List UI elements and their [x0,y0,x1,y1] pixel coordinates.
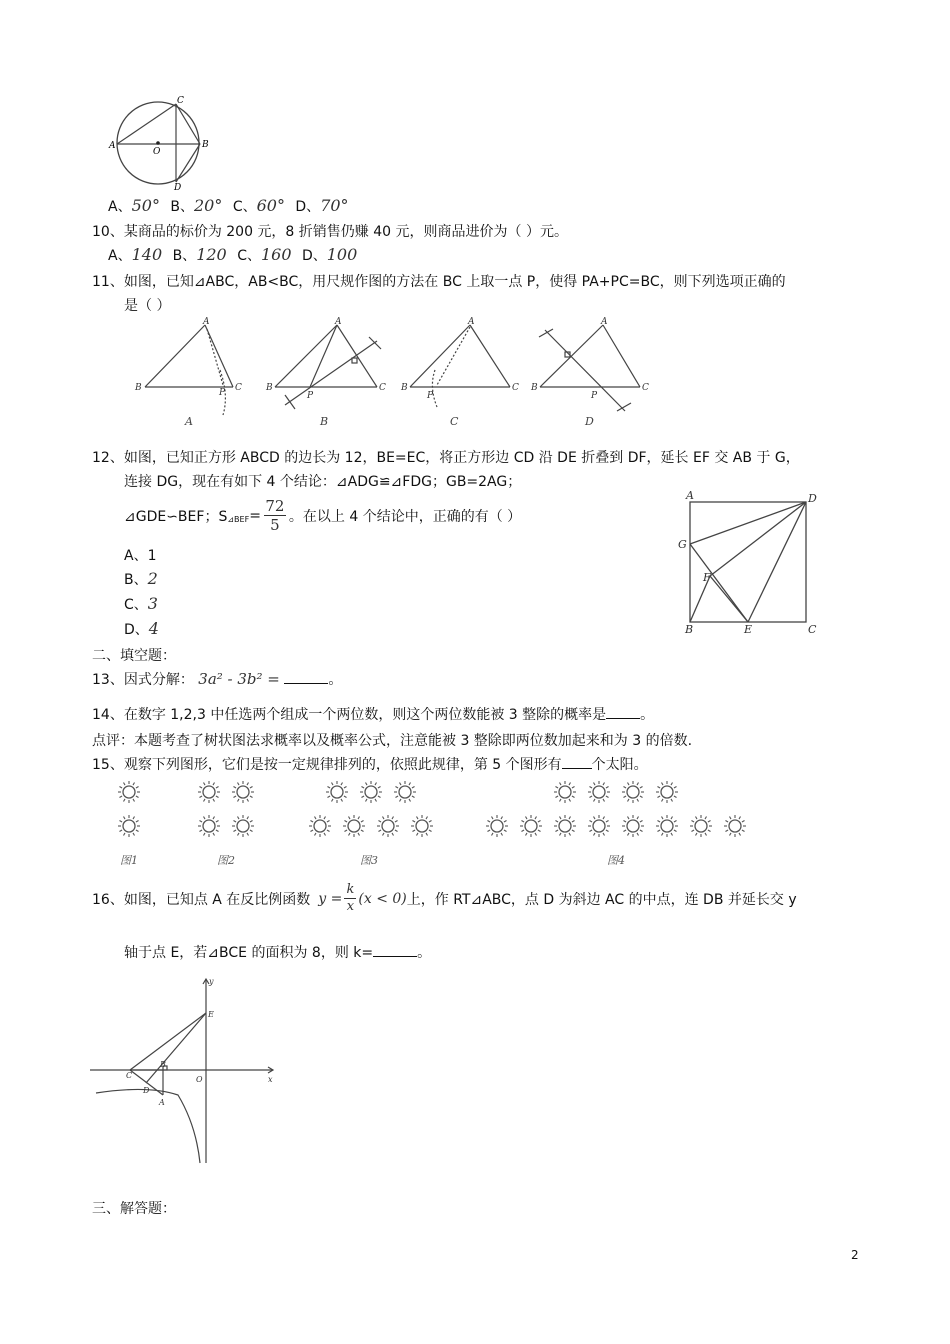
q12-option-d: D、4 [124,619,159,638]
q12-option-b: B、2 [124,569,158,588]
q12-subscript: ⊿BEF [227,515,250,524]
q11-a-label-c: C [235,383,242,393]
q13-expression: 3a² - 3b² = [198,670,280,688]
q11-d-label-c: C [642,383,649,393]
sun-icon [309,815,331,837]
q11-figures [125,315,655,430]
q12-question-line2: 连接 DG，现在有如下 4 个结论：⊿ADG≌⊿FDG；GB=2AG； [124,474,522,490]
q11-b-label-b: B [266,383,273,393]
sun-icon [394,781,416,803]
q16-prefix: 16、如图，已知点 A 在反比例函数 [92,891,311,908]
sun-icon [343,815,365,837]
q9-option-d-letter: D、 [295,199,321,215]
q16-label-y: y [209,977,214,986]
q10-option-b-letter: B、 [172,248,197,264]
q10-option-a-letter: A、 [108,248,132,264]
q11-d-label-b: B [531,383,538,393]
sun-icon [486,815,508,837]
q16-coordinate-figure [88,975,283,1165]
q11-question-line1: 11、如图，已知⊿ABC，AB<BC，用尺规作图的方法在 BC 上取一点 P，使得 PA+PC=BC，则下列选项正确的 [92,274,786,290]
sun-icon [554,781,576,803]
q10-option-c-value: 160 [260,245,292,264]
q11-caption-b: B [320,415,329,428]
q9-label-b: B [202,140,209,150]
q13-answer-blank[interactable] [284,669,328,684]
q15-caption-1: 图1 [120,854,138,867]
q13-suffix: 。 [328,672,343,688]
q14-question [92,704,654,724]
q16-func-denominator: x [346,899,355,914]
q12-label-b: B [685,623,694,636]
q12-question-line3 [124,497,521,534]
q9-option-b-letter: B、 [170,199,194,215]
q16-label-c: C [126,1071,133,1080]
q11-b-label-c: C [379,383,386,393]
q16-question-line2 [124,942,431,962]
q10-options [108,245,357,265]
q11-a-label-a: A [203,317,210,327]
q16-question-line1 [92,882,797,915]
sun-icon [198,781,220,803]
sun-icon [656,781,678,803]
sun-icon [622,781,644,803]
q12-label-e: E [744,623,753,636]
q12-label-c: C [808,623,817,636]
q10-option-d-value: 100 [326,245,358,264]
q12-option-a: A、1 [124,548,157,564]
q9-label-o: O [153,147,161,157]
q12-line3-end: 。在以上 4 个结论中，正确的有（ ） [288,508,522,525]
q11-a-label-b: B [135,383,142,393]
q16-mid: 上，作 RT⊿ABC，点 D 为斜边 AC 的中点，连 DB 并延长交 y [406,891,797,908]
q15-answer-blank[interactable] [562,754,592,769]
q14-text: 14、在数字 1,2,3 中任选两个组成一个两位数，则这个两位数能被 3 整除的概率是 [92,707,607,723]
q16-func-fraction [344,882,356,915]
q9-option-b-value: 20° [194,196,223,215]
q10-option-c-letter: C、 [237,248,261,264]
sun-icon [690,815,712,837]
q11-d-label-p: P [591,391,598,401]
sun-icon [656,815,678,837]
sun-icon [622,815,644,837]
q16-func-condition: (x < 0) [358,890,407,907]
sun-icon [118,781,140,803]
sun-icon [411,815,433,837]
q12-fraction-numerator: 72 [265,497,285,515]
section-2-heading: 二、填空题： [92,648,176,664]
q10-option-d-letter: D、 [301,248,327,264]
section-3-heading: 三、解答题： [92,1201,176,1217]
q15-text: 15、观察下列图形，它们是按一定规律排列的，依照此规律，第 5 个图形有 [92,757,562,773]
q11-caption-a: A [185,415,193,428]
q16-line2-text: 轴于点 E，若⊿BCE 的面积为 8，则 k= [124,945,374,961]
sun-icon [588,815,610,837]
q14-comment: 点评：本题考查了树状图法求概率以及概率公式，注意能被 3 整除即两位数加起来和为 3 的倍数. [92,733,693,749]
q15-caption-4: 图4 [607,854,625,867]
q14-suffix: 。 [640,707,655,723]
q9-circle-figure [108,96,213,192]
q16-label-x: x [268,1075,273,1084]
q16-label-e: E [208,1010,214,1019]
q16-label-d: D [143,1086,150,1095]
q10-question: 10、某商品的标价为 200 元，8 折销售仍赚 40 元，则商品进价为（ ）元。 [92,224,568,240]
q12-option-c: C、3 [124,594,158,613]
q13-prefix: 13、因式分解： [92,672,194,688]
q11-b-label-a: A [335,317,342,327]
q9-option-a-letter: A、 [108,199,132,215]
q10-option-b-value: 120 [196,245,227,264]
sun-icon [360,781,382,803]
q16-func-y: y = [318,890,343,907]
q14-answer-blank[interactable] [606,704,640,719]
sun-icon [118,815,140,837]
q16-func-numerator: k [346,882,355,897]
q12-label-a: A [686,489,694,502]
q15-caption-2: 图2 [217,854,235,867]
q12-fraction-denominator: 5 [270,516,280,534]
sun-icon [232,781,254,803]
q9-option-a-value: 50° [131,196,160,215]
q12-line3-start: ⊿GDE∽BEF；S [124,508,228,525]
q9-option-c-value: 60° [256,196,285,215]
q11-c-label-c: C [512,383,519,393]
q11-a-label-p: P [219,388,226,398]
page-number: 2 [851,1248,859,1262]
q9-label-c: C [177,96,184,106]
q13-question [92,669,342,689]
q15-caption-3: 图3 [360,854,378,867]
q12-label-f: F [703,571,711,584]
q11-d-label-a: A [601,317,608,327]
sun-icon [232,815,254,837]
q16-label-b: B [160,1060,166,1069]
q9-option-d-value: 70° [320,196,349,215]
q16-label-o: O [196,1075,203,1084]
q12-equals: = [249,507,261,524]
sun-icon [377,815,399,837]
sun-icon [520,815,542,837]
q12-label-d: D [808,492,817,505]
q10-option-a-value: 140 [131,245,163,264]
q11-caption-d: D [585,415,594,428]
q9-label-a: A [109,141,116,151]
q12-square-figure [678,488,823,636]
q12-label-g: G [678,538,687,551]
q16-answer-blank[interactable] [373,942,417,957]
q9-options [108,196,349,216]
q12-question-line1: 12、如图，已知正方形 ABCD 的边长为 12，BE=EC，将正方形边 CD 沿 DE 折叠到 DF，延长 EF 交 AB 于 G， [92,450,800,466]
q15-suns-figure [92,772,772,872]
q11-question-line2: 是（ ） [124,298,171,314]
sun-icon [724,815,746,837]
q11-c-label-p: P [427,391,434,401]
q9-label-d: D [174,183,182,192]
q12-fraction [264,497,286,534]
q15-suffix: 个太阳。 [591,757,648,773]
q11-c-label-b: B [401,383,408,393]
q11-b-label-p: P [307,391,314,401]
q9-option-c-letter: C、 [232,199,257,215]
q16-suffix: 。 [417,945,432,961]
sun-icon [554,815,576,837]
sun-icon [198,815,220,837]
q11-caption-c: C [450,415,459,428]
q16-label-a: A [159,1098,165,1107]
q15-question [92,754,648,774]
sun-icon [588,781,610,803]
sun-icon [326,781,348,803]
q11-c-label-a: A [468,317,475,327]
